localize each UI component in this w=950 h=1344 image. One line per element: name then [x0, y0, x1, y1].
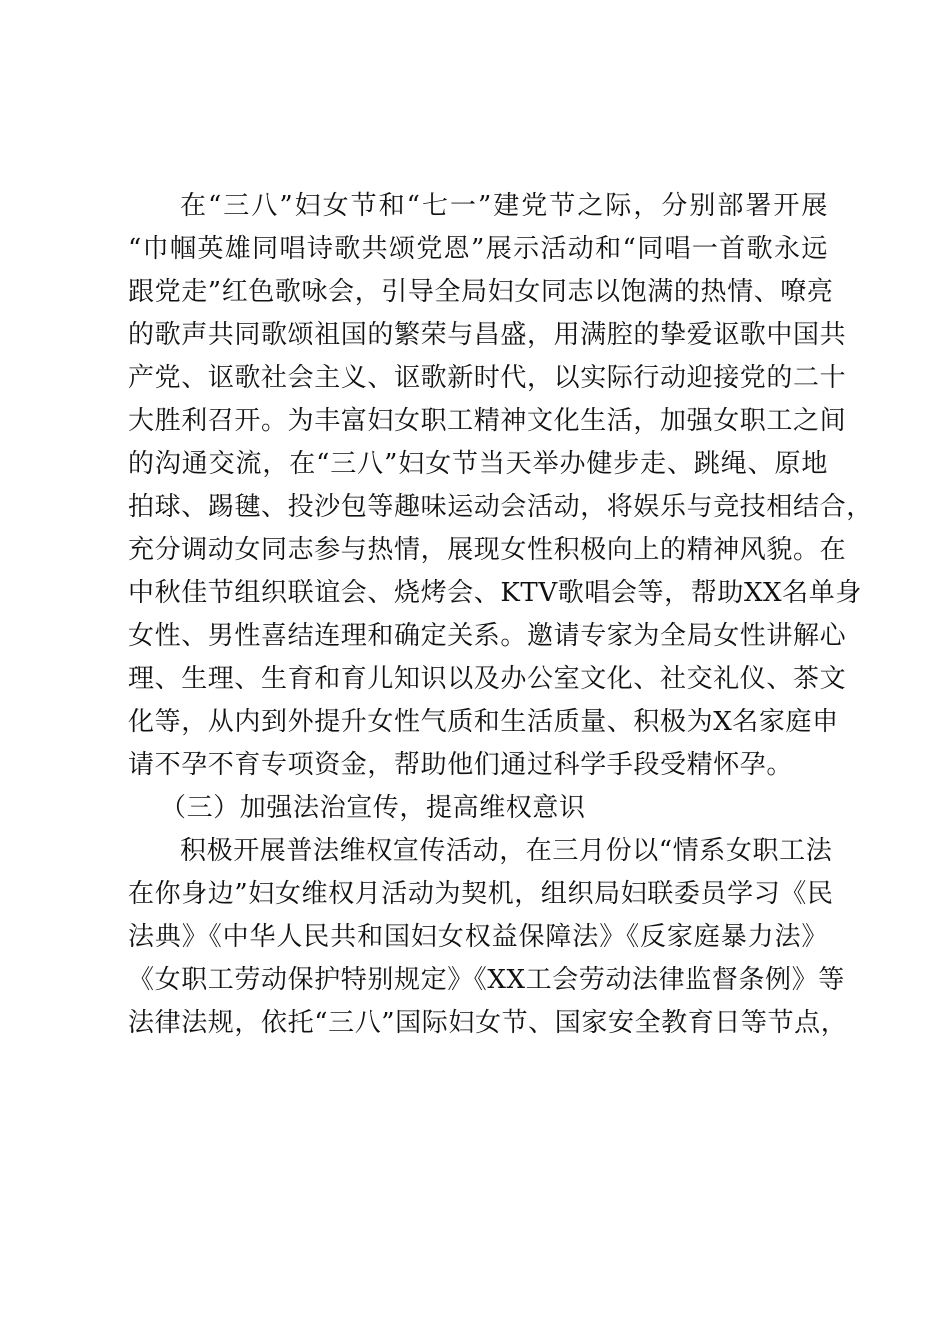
paragraph-1-line-12: 理、生理、生育和育儿知识以及办公室文化、社交礼仪、茶文 — [128, 664, 847, 694]
paragraph-1-line-13: 化等，从内到外提升女性气质和生活质量、积极为X名家庭申 — [128, 707, 839, 737]
paragraph-1-line-8: 拍球、踢毽、投沙包等趣味运动会活动，将娱乐与竞技相结合， — [128, 492, 873, 522]
paragraph-2-line-5: 法律法规，依托“三八”国际妇女节、国家安全教育日等节点， — [128, 1008, 848, 1038]
paragraph-2-line-3: 法典》《中华人民共和国妇女权益保障法》《反家庭暴力法》 — [128, 922, 828, 952]
paragraph-1-line-3: 跟党走”红色歌咏会，引导全局妇女同志以饱满的热情、嘹亮 — [128, 277, 834, 307]
paragraph-1-line-7: 的沟通交流，在“三八”妇女节当天举办健步走、跳绳、原地 — [128, 449, 828, 479]
paragraph-1-line-2: “巾帼英雄同唱诗歌共颂党恩”展示活动和“同唱一首歌永远 — [128, 234, 828, 264]
section-heading: （三）加强法治宣传，提高维权意识 — [160, 793, 586, 823]
paragraph-1-line-14: 请不孕不育专项资金，帮助他们通过科学手段受精怀孕。 — [128, 750, 794, 780]
paragraph-1-line-6: 大胜利召开。为丰富妇女职工精神文化生活，加强女职工之间 — [128, 406, 847, 436]
paragraph-1-line-10: 中秋佳节组织联谊会、烧烤会、KTV歌唱会等，帮助XX名单身 — [128, 578, 862, 608]
paragraph-1-line-5: 产党、讴歌社会主义、讴歌新时代，以实际行动迎接党的二十 — [128, 363, 847, 393]
paragraph-1-line-4: 的歌声共同歌颂祖国的繁荣与昌盛，用满腔的挚爱讴歌中国共 — [128, 320, 847, 350]
paragraph-2-line-1: 积极开展普法维权宣传活动，在三月份以“情系女职工法 — [180, 836, 833, 866]
paragraph-1-line-1: 在“三八”妇女节和“七一”建党节之际，分别部署开展 — [180, 191, 828, 221]
paragraph-2-line-4: 《女职工劳动保护特别规定》《XX工会劳动法律监督条例》等 — [128, 965, 845, 995]
paragraph-2-line-2: 在你身边”妇女维权月活动为契机，组织局妇联委员学习《民 — [128, 879, 834, 909]
paragraph-1-line-9: 充分调动女同志参与热情，展现女性积极向上的精神风貌。在 — [128, 535, 847, 565]
paragraph-1-line-11: 女性、男性喜结连理和确定关系。邀请专家为全局女性讲解心 — [128, 621, 847, 651]
